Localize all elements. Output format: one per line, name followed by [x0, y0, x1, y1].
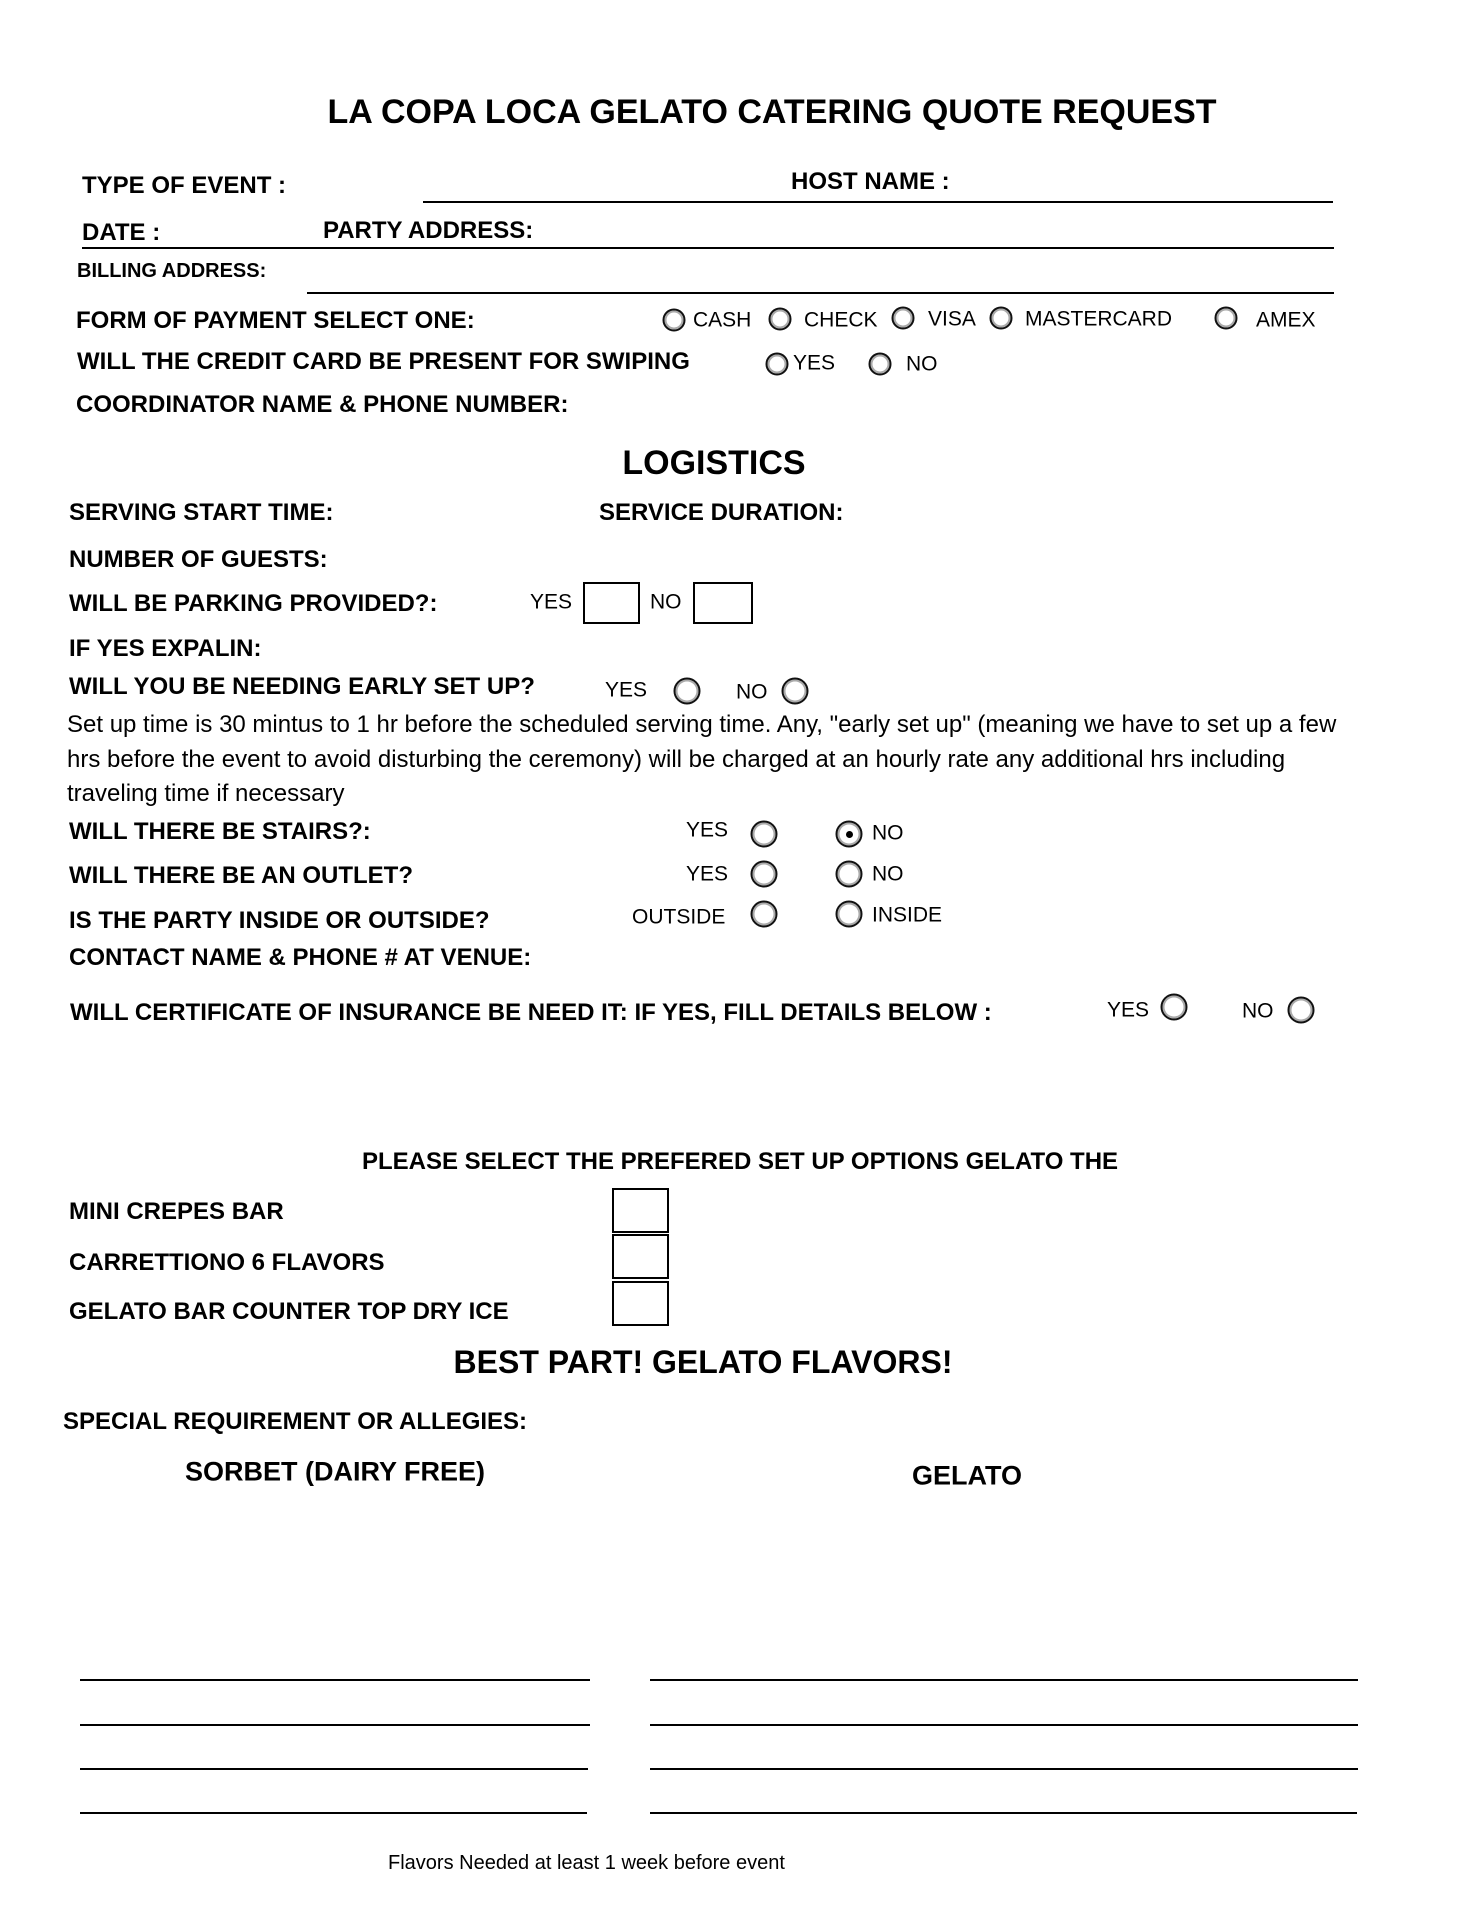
sorbet-line-3[interactable] [80, 1768, 588, 1770]
coordinator-label: COORDINATOR NAME & PHONE NUMBER: [76, 391, 569, 418]
parking-no-label: NO [650, 590, 682, 614]
outside-radio[interactable] [751, 901, 778, 928]
inside-outside-label: IS THE PARTY INSIDE OR OUTSIDE? [69, 907, 490, 934]
stairs-yes-label: YES [686, 818, 729, 842]
setup-option-label: MINI CREPES BAR [69, 1198, 284, 1225]
payment-visa-radio[interactable] [892, 307, 915, 330]
swipe-yes-label: YES [793, 351, 836, 375]
insurance-yes-radio[interactable] [1161, 994, 1188, 1021]
setup-mini-crepes-checkbox[interactable] [612, 1188, 669, 1233]
parking-yes-checkbox[interactable] [583, 582, 640, 624]
early-setup-label: WILL YOU BE NEEDING EARLY SET UP? [69, 673, 535, 700]
payment-cash-radio[interactable] [663, 309, 686, 332]
stairs-no-label: NO [872, 821, 904, 845]
payment-mastercard-label: MASTERCARD [1025, 307, 1173, 331]
party-address-label: PARTY ADDRESS: [323, 217, 534, 244]
setup-option-label: CARRETTIONO 6 FLAVORS [69, 1249, 385, 1276]
outside-label: OUTSIDE [632, 905, 726, 929]
swipe-yes-radio[interactable] [766, 353, 789, 376]
billing-address-label: BILLING ADDRESS: [77, 260, 267, 282]
payment-amex-radio[interactable] [1215, 307, 1238, 330]
setup-note: Set up time is 30 mintus to 1 hr before the scheduled serving time. Any, "early set up" (meaning we have to set up a few hrs before the event to avoid disturbing the ceremony) will be charged at an hourly rate any additional hrs including traveling time if necessary [67, 711, 1337, 807]
sorbet-line-1[interactable] [80, 1679, 590, 1681]
early-no-label: NO [736, 680, 768, 704]
gelato-line-1[interactable] [650, 1679, 1358, 1681]
swipe-no-radio[interactable] [869, 353, 892, 376]
host-name-field[interactable] [423, 201, 1333, 203]
gelato-heading: GELATO [912, 1460, 1023, 1491]
early-yes-label: YES [605, 678, 648, 702]
setup-option-label: GELATO BAR COUNTER TOP DRY ICE [69, 1298, 509, 1325]
payment-visa-label: VISA [928, 307, 976, 331]
outlet-label: WILL THERE BE AN OUTLET? [69, 862, 413, 889]
serving-start-label: SERVING START TIME: [69, 499, 334, 526]
payment-check-radio[interactable] [769, 308, 792, 331]
footer-note: Flavors Needed at least 1 week before event [388, 1852, 785, 1874]
guests-label: NUMBER OF GUESTS: [69, 546, 328, 573]
stairs-no-radio[interactable] [836, 821, 863, 848]
inside-radio[interactable] [836, 901, 863, 928]
outlet-yes-radio[interactable] [751, 861, 778, 888]
swipe-no-label: NO [906, 352, 938, 376]
party-address-field[interactable] [82, 247, 1334, 249]
date-label: DATE : [82, 219, 161, 246]
sorbet-line-4[interactable] [80, 1812, 587, 1814]
payment-mastercard-radio[interactable] [990, 307, 1013, 330]
sorbet-line-2[interactable] [80, 1724, 590, 1726]
billing-address-field[interactable] [307, 292, 1334, 294]
type-of-event-label: TYPE OF EVENT : [82, 172, 287, 199]
early-no-radio[interactable] [782, 678, 809, 705]
setup-carrettiono-checkbox[interactable] [612, 1234, 669, 1279]
host-name-label: HOST NAME : [791, 168, 950, 195]
payment-cash-label: CASH [693, 308, 752, 332]
service-duration-label: SERVICE DURATION: [599, 499, 844, 526]
explain-label: IF YES EXPALIN: [69, 635, 262, 662]
outlet-yes-label: YES [686, 862, 729, 886]
special-requirement-label: SPECIAL REQUIREMENT OR ALLEGIES: [63, 1408, 528, 1435]
flavors-heading: BEST PART! GELATO FLAVORS! [453, 1344, 953, 1380]
stairs-label: WILL THERE BE STAIRS?: [69, 818, 371, 845]
payment-check-label: CHECK [804, 308, 878, 332]
gelato-line-2[interactable] [650, 1724, 1358, 1726]
gelato-line-4[interactable] [650, 1812, 1357, 1814]
outlet-no-label: NO [872, 862, 904, 886]
parking-no-checkbox[interactable] [693, 582, 753, 624]
sorbet-heading: SORBET (DAIRY FREE) [185, 1456, 486, 1487]
setup-gelato-bar-checkbox[interactable] [612, 1281, 669, 1326]
payment-label: FORM OF PAYMENT SELECT ONE: [76, 307, 475, 334]
swipe-label: WILL THE CREDIT CARD BE PRESENT FOR SWIPING [77, 348, 690, 375]
gelato-line-3[interactable] [650, 1768, 1358, 1770]
insurance-yes-label: YES [1107, 998, 1150, 1022]
outlet-no-radio[interactable] [836, 861, 863, 888]
stairs-yes-radio[interactable] [751, 821, 778, 848]
parking-label: WILL BE PARKING PROVIDED?: [69, 590, 438, 617]
parking-yes-label: YES [530, 590, 573, 614]
logistics-heading: LOGISTICS [622, 444, 806, 482]
insurance-no-radio[interactable] [1288, 997, 1315, 1024]
setup-heading: PLEASE SELECT THE PREFERED SET UP OPTIONS GELATO THE [361, 1148, 1119, 1175]
form-title: LA COPA LOCA GELATO CATERING QUOTE REQUEST [327, 93, 1217, 131]
early-yes-radio[interactable] [674, 678, 701, 705]
insurance-label: WILL CERTIFICATE OF INSURANCE BE NEED IT: IF YES, FILL DETAILS BELOW : [70, 999, 992, 1026]
payment-amex-label: AMEX [1256, 308, 1316, 332]
inside-label: INSIDE [872, 903, 943, 927]
contact-label: CONTACT NAME & PHONE # AT VENUE: [69, 944, 532, 971]
insurance-no-label: NO [1242, 999, 1274, 1023]
